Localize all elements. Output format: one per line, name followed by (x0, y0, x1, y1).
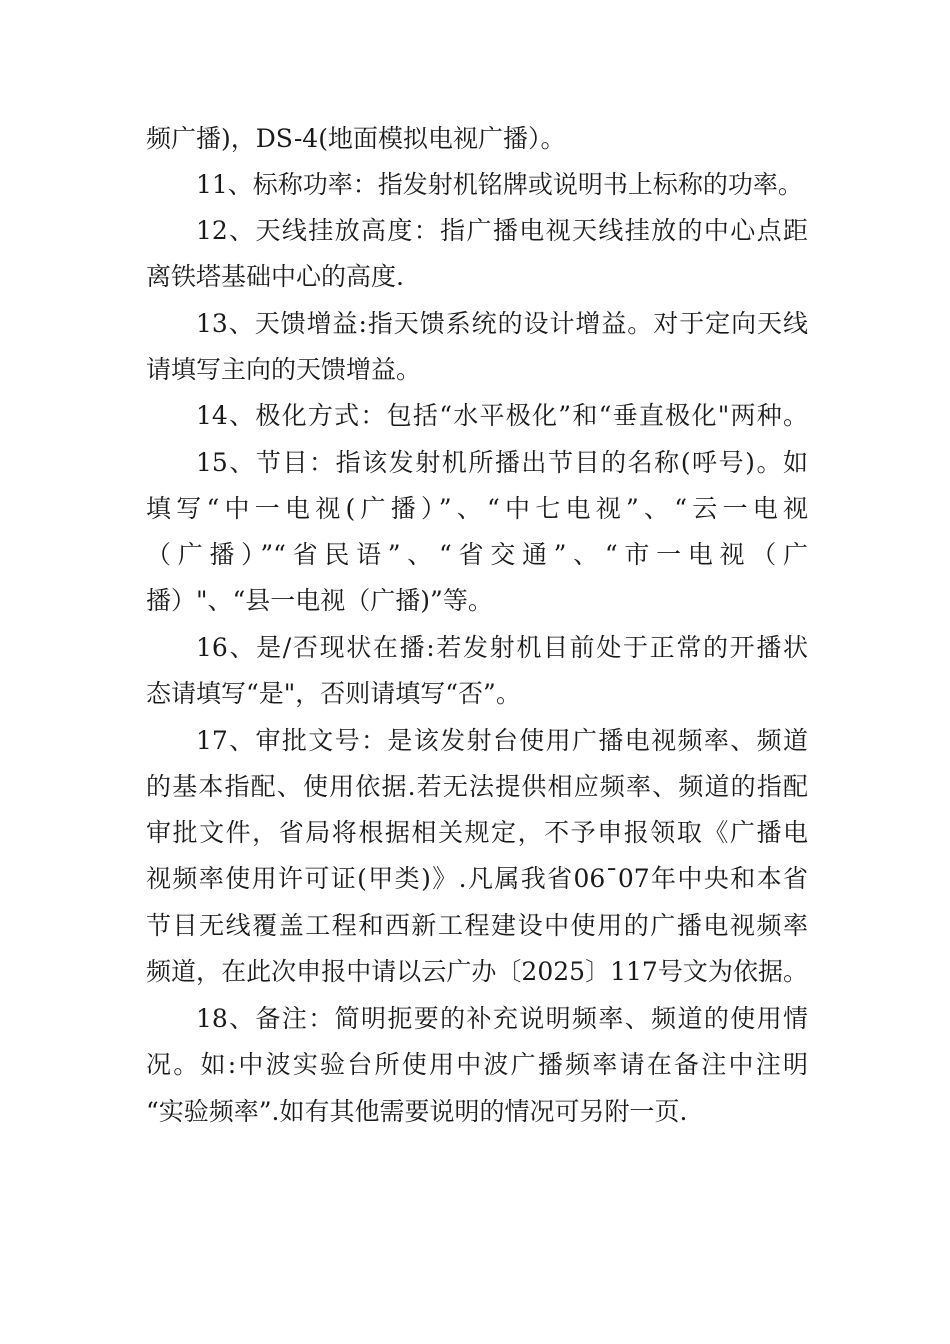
item-12-text: 12、天线挂放高度：指广播电视天线挂放的中心点距 (196, 216, 808, 245)
text-line: 况。如:中波实验台所使用中波广播频率请在备注中注明 (146, 1050, 808, 1079)
item-11-text: 11、标称功率：指发射机铭牌或说明书上标称的功率。 (196, 170, 803, 199)
text-line: 审批文件，省局将根据相关规定，不予申报领取《广播电 (146, 818, 808, 847)
item-14-text: 14、极化方式：包括“水平极化”和“垂直极化"两种。 (196, 401, 808, 430)
item-17-text: 17、审批文号：是该发射台使用广播电视频率、频道 (196, 726, 808, 755)
text-line: （广播）”“省民语”、“省交通”、“市一电视（广 (146, 540, 808, 569)
text-line: 频广播)，DS-4(地面模拟电视广播）。 (146, 124, 566, 153)
text-line: 请填写主向的天馈增益。 (146, 355, 422, 384)
item-18-text: 18、备注：简明扼要的补充说明频率、频道的使用情 (196, 1004, 808, 1033)
text-line: 播）"、“县一电视（广播)”等。 (146, 586, 493, 615)
text-line: 的基本指配、使用依据.若无法提供相应频率、频道的指配 (146, 772, 808, 801)
item-13-text: 13、天馈增益:指天馈系统的设计增益。对于定向天线 (196, 309, 808, 338)
text-line: 频道，在此次申报中请以云广办〔2025〕117号文为依据。 (146, 957, 808, 986)
text-line: 态请填写“是"，否则请填写“否”。 (146, 679, 521, 708)
text-line: 节目无线覆盖工程和西新工程建设中使用的广播电视频率 (146, 911, 808, 940)
item-15-text: 15、节目：指该发射机所播出节目的名称(呼号)。如 (196, 448, 808, 477)
text-line: 视频率使用许可证(甲类)》.凡属我省06¯07年中央和本省 (146, 864, 808, 893)
text-line: “实验频率”.如有其他需要说明的情况可另附一页. (146, 1097, 688, 1126)
text-line: 离铁塔基础中心的高度. (146, 262, 404, 291)
text-line: 填写“中一电视(广播）”、“中七电视”、“云一电视 (146, 494, 808, 523)
item-16-text: 16、是/否现状在播:若发射机目前处于正常的开播状 (196, 633, 808, 662)
